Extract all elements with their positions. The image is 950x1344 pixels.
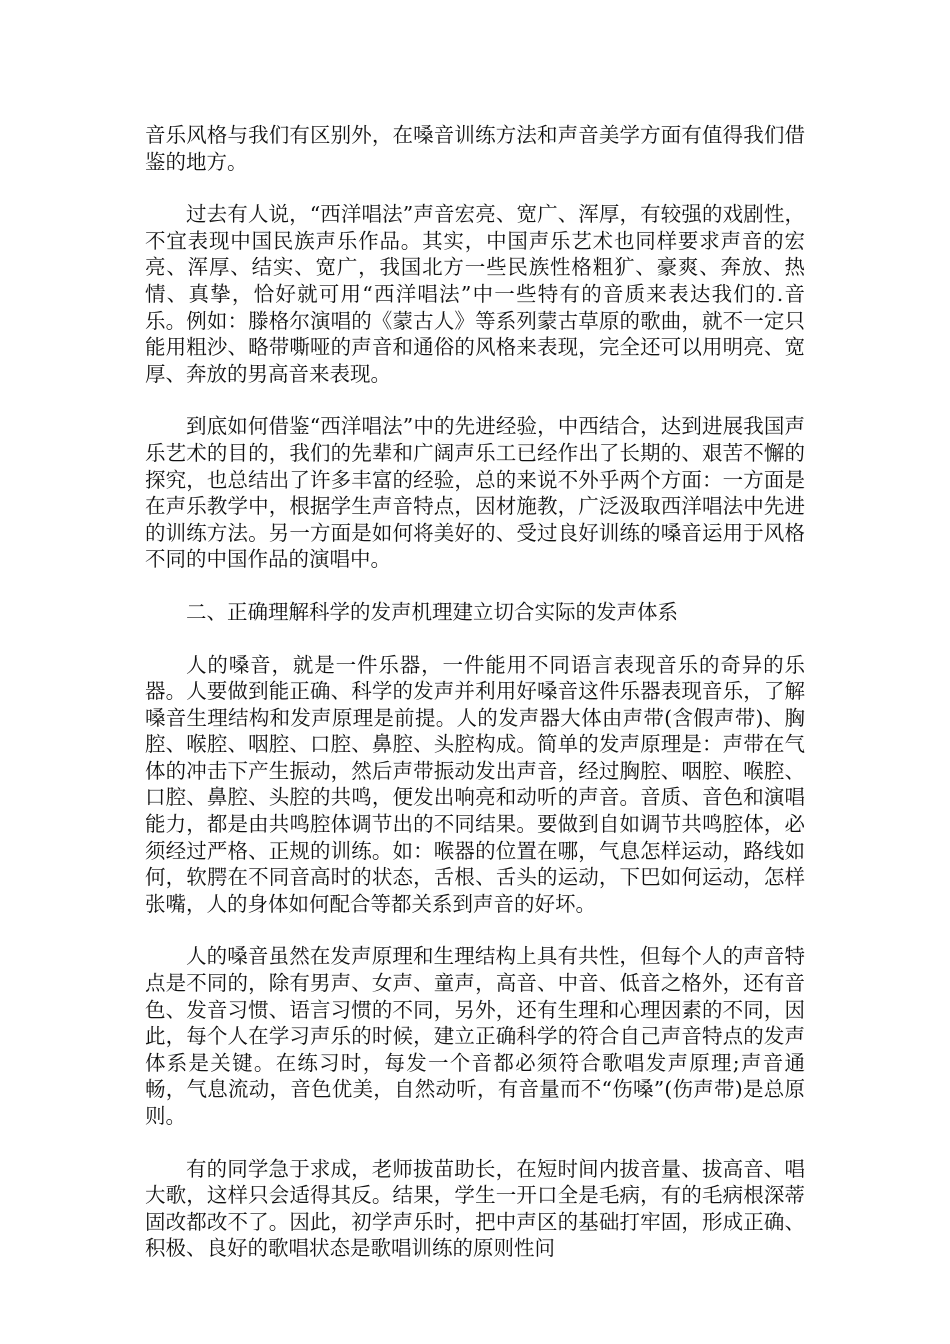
document-page [145,122,805,1288]
paragraph-voice-differences: 人的嗓音虽然在发声原理和生理结构上具有共性，但每个人的声音特点是不同的，除有男声、女声、童声，高音、中音、低音之格外，还有音色、发音习惯、语言习惯的不同，另外，还有生理和心理因素的不同，因此，每个人在学习声乐的时候，建立正确科学的符合自己声音特点的发声体系是关键。在练习时，每发一个音都必须符合歌唱发声原理;声音通畅，气息流动，音色优美，自然动听，有音量而不“伤嗓”(伤声带)是总原则。 [145,944,805,1128]
paragraph-voice-instrument: 人的嗓音，就是一件乐器，一件能用不同语言表现音乐的奇异的乐器。人要做到能正确、科学的发声并利用好嗓音这件乐器表现音乐，了解嗓音生理结构和发声原理是前提。人的发声器大体由声带(含假声带)、胸腔、喉腔、咽腔、口腔、鼻腔、头腔构成。简单的发声原理是：声带在气体的冲击下产生振动，然后声带振动发出声音，经过胸腔、咽腔、喉腔、口腔、鼻腔、头腔的共鸣，便发出响亮和动听的声音。音质、音色和演唱能力，都是由共鸣腔体调节出的不同结果。要做到自如调节共鸣腔体，必须经过严格、正规的训练。如：喉器的位置在哪，气息怎样运动，路线如何，软腭在不同音高时的状态，舌根、舌头的运动，下巴如何运动，怎样张嘴，人的身体如何配合等都关系到声音的好坏。 [145,652,805,916]
paragraph-learning-experience: 到底如何借鉴“西洋唱法”中的先进经验，中西结合，达到进展我国声乐艺术的目的，我们的先辈和广阔声乐工已经作出了长期的、艰苦不懈的探究，也总结出了许多丰富的经验，总的来说不外乎两个方面：一方面是在声乐教学中，根据学生声音特点，因材施教，广泛汲取西洋唱法中先进的训练方法。另一方面是如何将美好的、受过良好训练的嗓音运用于风格不同的中国作品的演唱中。 [145,414,805,572]
paragraph-continuation: 音乐风格与我们有区别外，在嗓音训练方法和声音美学方面有值得我们借鉴的地方。 [145,123,805,174]
section-heading-2: 二、正确理解科学的发声机理建立切合实际的发声体系 [186,599,678,624]
paragraph-western-singing: 过去有人说，“西洋唱法”声音宏亮、宽广、浑厚，有较强的戏剧性，不宜表现中国民族声乐作品。其实，中国声乐艺术也同样要求声音的宏亮、浑厚、结实、宽广，我国北方一些民族性格粗犷、豪爽、奔放、热情、真挚，恰好就可用“西洋唱法”中一些特有的音质来表达我们的.音乐。例如：滕格尔演唱的《蒙古人》等系列蒙古草原的歌曲，就不一定只能用粗沙、略带嘶哑的声音和通俗的风格来表现，完全还可以用明亮、宽厚、奔放的男高音来表现。 [145,202,805,386]
paragraph-training-principle: 有的同学急于求成，老师拔苗助长，在短时间内拔音量、拔高音、唱大歌，这样只会适得其反。结果，学生一开口全是毛病，有的毛病根深蒂固改都改不了。因此，初学声乐时，把中声区的基础打牢固，形成正确、积极、良好的歌唱状态是歌唱训练的原则性问 [145,1156,805,1261]
